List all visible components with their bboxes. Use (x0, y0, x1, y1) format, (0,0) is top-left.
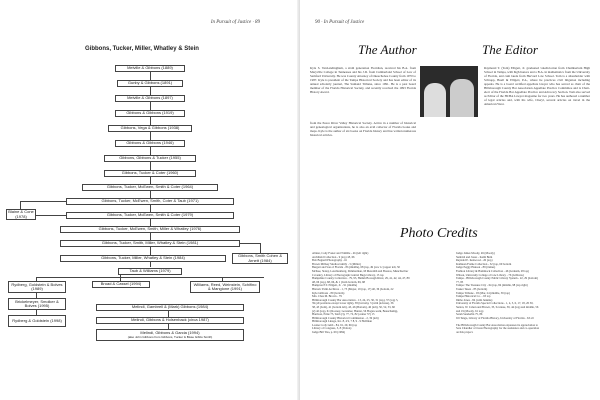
photo-credit-line: Hillsborough County Bar Association - 13, 24, 25, 30, 31 (top), 37 (top) 5, (312, 298, 399, 302)
photo-credit-line: Hampton P.T. Elligett, Jr. - 91 (middle) (312, 284, 358, 288)
branch-connector (36, 215, 66, 216)
firm-box: Gibbons, Vega & Gibbons (1938) (108, 125, 192, 132)
photo-credit-line: Tasker Tasen - 85 (bottom) (456, 287, 488, 291)
photo-credit-line: Altizer, Cody Foster and Trimble - 4b (left right) (312, 252, 369, 255)
photo-credit-line: on this project. (456, 331, 474, 335)
branch-connector (36, 277, 264, 278)
author-heading: The Author (358, 42, 417, 57)
firm-box-note: (also John Gibbons from Gibbons, Tucker & Bisse Gibbs Smith) (127, 335, 213, 339)
photo-credit-line: and 19 (Moody, 61 top) (456, 309, 484, 313)
photo-credit-line: The Hillsborough County Bar Association expresses its appreciation to (456, 323, 539, 327)
photo-credit-line: 48, 66 (top), 68, 66, & 1 (from bottom, 69, 68 (312, 280, 365, 284)
firm-box: Gunby & Gibbons (1891) (117, 80, 183, 87)
photo-credit-line: 77, 85 (456, 280, 464, 284)
editor-heading: The Editor (482, 42, 538, 57)
photo-credit-line: Library of Congress, 3, 8 (Yetton) (312, 327, 352, 331)
firm-box: Gibbons & Gibbons (1946) (115, 140, 185, 147)
firm-box: Gibbons, Tucker & Coter (1960) (104, 170, 196, 177)
photo-credit-line: University of Florida Special Collections - 1, 4, 5, 6, 17, 18, 20 30, (456, 302, 534, 306)
photo-credit-line: Brown Millsey Studios family - 5 (Miller) (312, 262, 361, 266)
photo-credit-line: Sara Chandler of Jason Photography for the assistance and co-operation (456, 327, 540, 331)
photo-credit-line: Bob Bagnall Photography - iii (312, 259, 347, 263)
firm-box: Blaine & Cone (1978) (6, 209, 36, 220)
photo-credit-line: Tampa Historical Co. - 93 top (456, 295, 491, 299)
photo-credit-line: Reynald E. Kenwood - 26 (top) (456, 259, 493, 263)
branch-connector (260, 243, 261, 253)
photo-credit-line: Archibald Collection - 9 (top) 18, 66 (312, 255, 355, 259)
firm-box: Gibbons, Tucker, McEwen, Smith & Coter (1964) (82, 184, 218, 191)
author-editor-photo (420, 66, 478, 117)
photo-credit-line: Judge James Moody, 49 (Moody) (456, 252, 495, 255)
firm-box: Gibbons, Tucker, Smith, Miller, Whatley & Stein (1981) (60, 240, 240, 247)
firm-box: Rydberg & Goldstein (1998) (8, 315, 66, 327)
firm-box: Taub & Williams (1979) (118, 268, 182, 275)
firm-box: Rydberg, Goldstein & Bolves (1989) (8, 281, 66, 293)
photo-credit-line: Hillsborough County Historical Commission - 2, 39 (left) (312, 316, 379, 320)
firm-box-label: Melindi, Gibbons & Garcia (1994) (140, 329, 200, 335)
branch-connector (20, 201, 21, 209)
photo-credit-line: Burgert and Son of Florida - 8b (middle), 68 (top, 49 (row 1c) upper left, 50 (312, 266, 400, 270)
photo-credit-line: 39 (all positions except lower right), 38 (bottom), 3 (with pictures), 36 (312, 302, 394, 306)
right-page (300, 0, 600, 400)
firm-box: Melville & Gibbons (1889) (115, 65, 185, 72)
branch-connector (240, 243, 260, 244)
photo-credits-right-column (456, 252, 588, 335)
firm-box: Broad & Cassel (1994) (92, 281, 150, 288)
firm-box: Melindi, Gambrell & (Mark) Gibbons (1984) (96, 304, 244, 311)
firm-box (96, 329, 244, 341)
photo-credit-line: Jill Tanga, Library of Florida History, University of Florida - 63 all (456, 316, 534, 320)
editor-bio: Raymond T. (Tom) Elligett, Jr. graduated valedictorian from Chamberlain High School in Tampa, with high honors and a B.A. in mathematics from the University of Florida, and cum laude from Harvard Law School. Tom is a shareholder with Schropp, Buell & Elligett, P.A., where he practices civil litigation including appeals. He is a board certified appellate lawyer who has served as chair of the Hillsborough County Bar Association Appellate Practice Committee and is Chair-elect of the Florida Bar Appellate Practice and Advocacy Section. Tom also served as Editor of the HCBA Lawyer magazine for two years. He has authored a number of legal articles and, with his wife, Cheryl, several articles on travel in the American West. (484, 66, 590, 106)
photo-credit-line: Harrison, Pride 75, Tenb (3), 77, 72, 82 (center 57) 15 (312, 313, 375, 317)
photo-credit-line: Ilmbe Jones - 84 (with Jenkins) (456, 298, 493, 302)
photo-credits-left-column (312, 252, 442, 335)
firm-box: Gibbons, Tucker, McEwen, Smith, Miller & Whatley (1976) (60, 226, 240, 233)
photo-credit-line: (2) 42 (top), 61 (Rooney, Gonzalez, Hunter, 56 Hogan-walk, Beauchamp), (312, 309, 398, 313)
photo-credit-line: 38, 43 (both), 41 (bottom left), 43, 46 (Bottom), 46 (left), 50, 52, 53, 60 (312, 305, 395, 309)
firm-box: Gibbons, Smith Cohen & Arnett (1984) (232, 253, 288, 264)
left-running-head: In Pursuit of Justice · 89 (210, 20, 260, 25)
firm-box: Gibbons, Tucker, McEwen, Smith & Coter (1979) (66, 212, 234, 219)
photo-credit-line: Fashion Library & Hammock Collection - 46 (Graham, 28 top) (456, 269, 530, 273)
photo-credit-line: Kyle Gibbons - 89 (bottom) (312, 291, 345, 295)
firm-box: Gibbons, Tucker, McEwen, Smith, Coter & Taub (1971) (66, 198, 234, 205)
author-bio-continued: from the Peace River Valley Historical Society. Active in a number of historical and genealogical organizations, he is also an avid collector of Florida books and maps. Kyle is the author of six books on Florida history and has written numerous historical articles. (310, 121, 416, 137)
photo-credit-line: Mrs. Chas M. Brown - 79 (312, 295, 342, 299)
firm-box: Gibbons, Gibbons & Tucker (1955) (104, 155, 196, 162)
author-bio: Kyle S. VanLandingham, a sixth generation Floridian, received his B.A. from Maryville College in Tennessee and his J.D. from Cumberland School of Law of Samford University. He was County Attorney of Okeechobee County from 1970 to 1987. Kyle is president of the Tampa Historical Society and has been editor of its annual scholarly journal, The Sunland Tribune, since 1991. He is a past board member of the Florida Historical Society, and recently received the 1993 Florida History Award. (310, 66, 416, 94)
photo-credit-line: Hampshire County Collection - 79, 93, Hamm Borough River, 29, 41, 42, 44, 47, 89 (312, 277, 410, 281)
firm-box: Williams, Reed, Weinstein, Schifino & Mangione (1991) (190, 281, 260, 293)
photo-credit-line: Tampa: The Treasure City - 64 (top, 84 (middle, 98 (top right) (456, 284, 528, 288)
photo-credit-line: Louise Cody Gmb - 84, 91, 20, 66 (top (312, 323, 358, 327)
photo-credit-line: McKee, Staley, Leuchtenberg, Zimmerman, M Meredith and Bouzos, Munchwriter (312, 269, 409, 273)
firm-box: Gibbons, Tucker, Miller, Whatley & Stein (1984) (60, 255, 226, 262)
right-running-head: 90 · In Pursuit of Justice (315, 20, 365, 25)
firm-box: Melindi, Gibbons & Holsenback (circa 1987) (96, 317, 244, 324)
photo-credit-line: Wilson, University College of Law Library - 76 (Gibbons) (456, 273, 524, 277)
branch-connector (20, 201, 66, 202)
photo-credit-line: Kathleen Frame Collection - 52 (top, 69 bottom (456, 262, 512, 266)
firm-box: Melville & Gibbons (1897) (115, 95, 185, 102)
photo-credit-line: Judge Peggy Hanson - 89 (James) (456, 266, 496, 270)
photo-credit-line: Judge Bill Tisa, p. 69 (1984) (312, 331, 346, 335)
photo-credit-line: Historic Palm Archives - 1, 75 (Mayer, 19 (top, 17) 40, 36 (bottom, 22 (312, 287, 394, 291)
photo-credit-line: Sutton, W. Cohen and Brown, 33, Scariese, 39, 44 (top) and middle, 56 (456, 305, 539, 309)
firm-box: Gibbons & Gibbons (1919) (115, 110, 185, 117)
photo-credit-line: Tampa - Hillsborough County Public Library System - 22, 29 (bottom) (456, 277, 538, 281)
photo-credit-line: Sunbird and Jones - Keith Bem (456, 255, 493, 259)
photo-credit-line: Sarah Sanderlin 75, 86 (456, 313, 483, 317)
photo-credits-heading: Photo Credits (400, 226, 478, 241)
firm-box: Brickelmeyer, Smolker & Bolves (1995) (8, 298, 66, 310)
photo-credit-line: Hillsborough Linage, Inc. 8, 4 9, 7 8, 9 - 9 Hoffman (312, 320, 372, 324)
photo-credit-line: Tampa Tribune - 93 (Mar, 24 (middle, 39 (top) (456, 291, 510, 295)
photo-credit-line: Coventry, Library of Photograph Central Bugs Library, 15 top (312, 273, 384, 277)
firm-chart-title: Gibbons, Tucker, Miller, Whatley & Stein (85, 46, 199, 52)
